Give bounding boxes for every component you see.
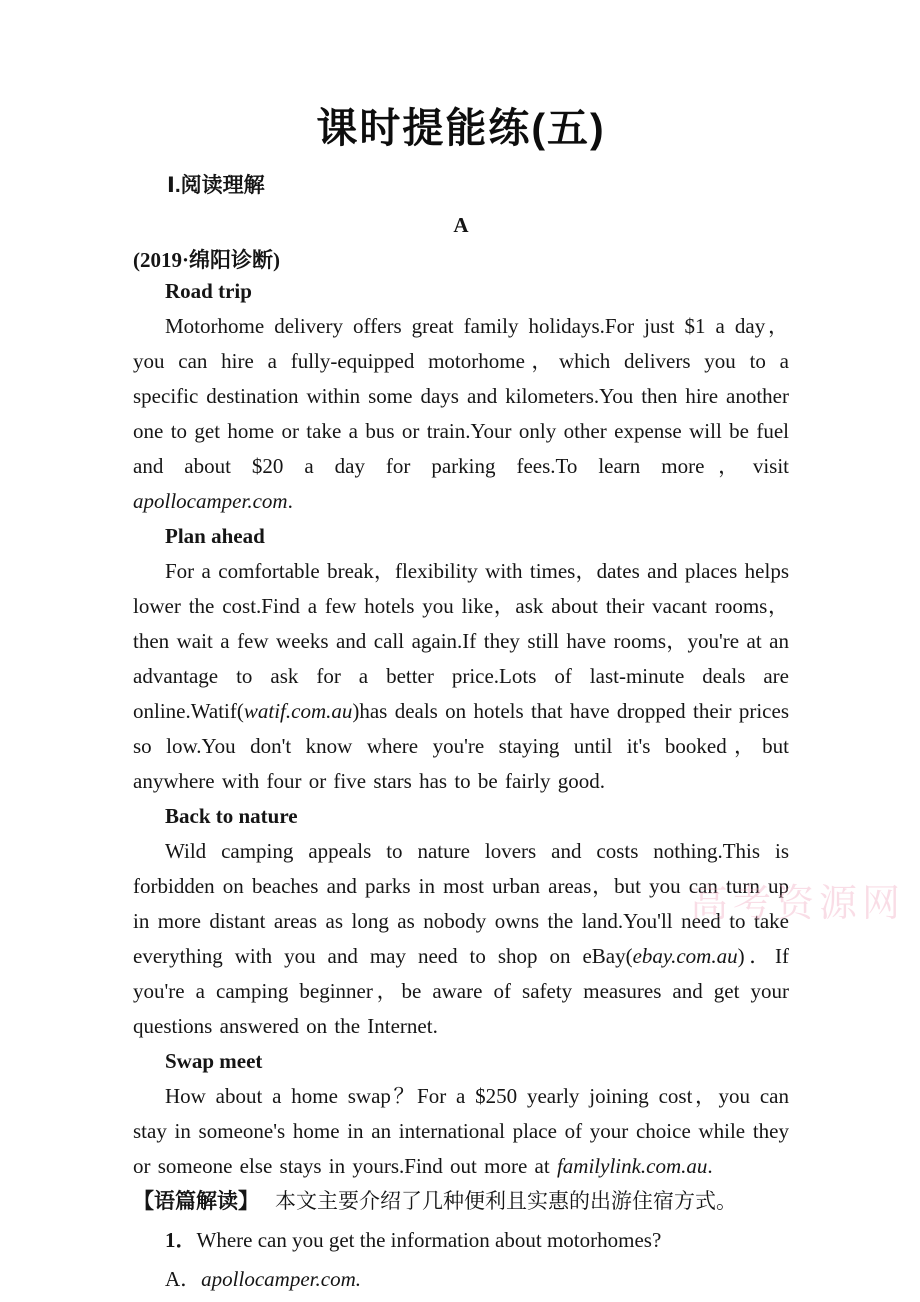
passage-section-road-trip	[133, 274, 789, 519]
question-1-option-a	[133, 1262, 789, 1297]
passage-section-heading: Swap meet	[165, 1049, 263, 1073]
page-title: 课时提能练(五)	[316, 105, 606, 151]
question-1	[133, 1223, 789, 1258]
passage-section-heading: Plan ahead	[165, 524, 265, 548]
analysis-label: 【语篇解读】	[133, 1189, 259, 1213]
passage-label-a: A	[453, 213, 469, 237]
option-label: A．	[165, 1267, 202, 1291]
option-text: apollocamper.com.	[201, 1267, 361, 1291]
passage-paragraph: For a comfortable break，flexibility with times，dates and places helps lower the cost.Find a few hotels you like，ask about their vacant rooms，then wait a few weeks and call again.If they still have rooms，you're at an advantage to ask for a better price.Lots of last-minute deals are online.Watif(watif.com.au)has deals on hotels that have dropped their prices so low.You don't know where you're staying until it's booked，but anywhere with four or five stars has to be fairly good.	[133, 559, 789, 793]
passage-paragraph: How about a home swap？For a $250 yearly joining cost，you can stay in someone's home in an international place of your choice while they or someone else stays in yours.Find out more at familylink.com.au.	[133, 1084, 789, 1178]
passage-paragraph: Wild camping appeals to nature lovers and costs nothing.This is forbidden on beaches and parks in most urban areas，but you can turn up in more distant areas as long as nobody owns the land.You'll need to take everything with you and may need to shop on eBay(ebay.com.au)．If you're a camping beginner，be aware of safety measures and get your questions answered on the Internet.	[133, 839, 790, 1038]
passage-paragraph: Motorhome delivery offers great family holidays.For just $1 a day，you can hire a fully-equipped motorhome，which delivers you to a specific destination within some days and kilometers.You then hire another one to get home or take a bus or train.Your only other expense will be fuel and about $20 a day for parking fees.To learn more，visit apollocamper.com.	[133, 314, 789, 513]
analysis-text: 本文主要介绍了几种便利且实惠的出游住宿方式。	[275, 1189, 737, 1213]
passage-section-heading: Road trip	[165, 279, 252, 303]
passage-section-back-to-nature	[133, 799, 789, 1044]
question-number: 1．	[165, 1228, 197, 1252]
exam-source-line: (2019·绵阳诊断)	[133, 248, 280, 272]
passage-section-swap-meet	[133, 1044, 789, 1184]
passage-analysis	[133, 1184, 789, 1219]
passage-section-heading: Back to nature	[165, 804, 298, 828]
question-text: Where can you get the information about motorhomes?	[196, 1228, 662, 1252]
passage-section-plan-ahead	[133, 519, 789, 799]
watermark: 高考资源网	[690, 883, 906, 925]
section-heading-reading-comprehension: Ⅰ.阅读理解	[167, 174, 265, 197]
